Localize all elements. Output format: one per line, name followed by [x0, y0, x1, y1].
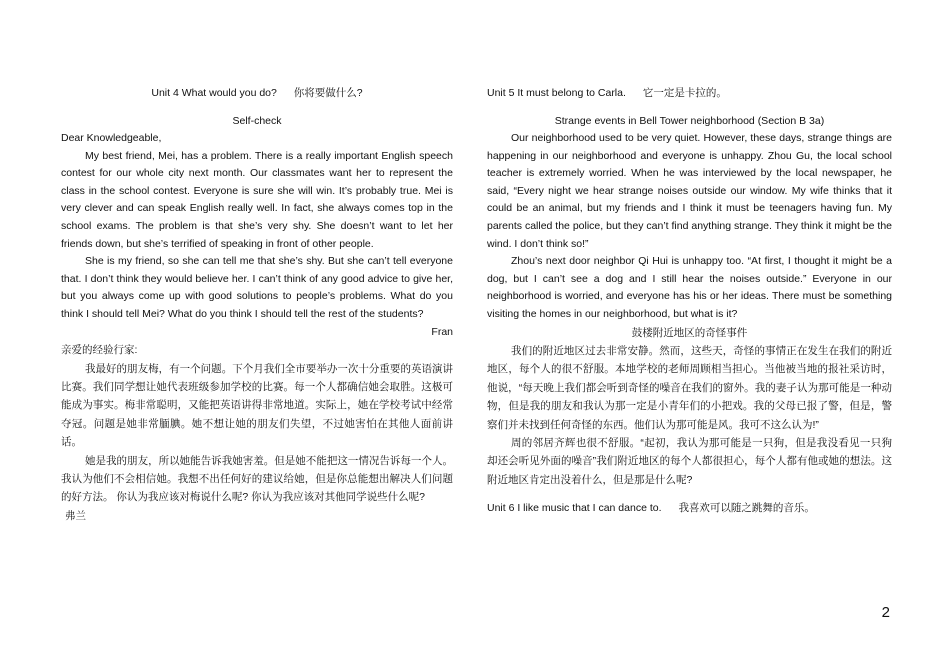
chinese-translation	[61, 341, 453, 525]
letter-paragraph-1: My best friend, Mei, has a problem. There is a really important English speech contest for our whole city next month. Our classmates want her to represent the class in the school contest. Everyone is sure she will win. It’s probably true. Mei is very clever and can speak English really well. In fact, she always comes top in the school exams. The problem is that she’s very shy. She doesn’t want to let her friends down, but she’s terrified of speaking in front of other people.	[61, 149, 453, 250]
cn-story-paragraph-2: 周的邻居齐辉也很不舒服。“起初，我认为那可能是一只狗，但是我没看见一只狗却还会听见外面的噪音”我们附近地区的每个人都很担心，每个人都有他或她的想法。这附近地区肯定出没着什么，但是那是什么呢?	[487, 436, 892, 486]
cn-greeting: 亲爱的经验行家:	[61, 344, 138, 357]
strange-events-heading: Strange events in Bell Tower neighborhood (Section B 3a)	[554, 115, 825, 127]
letter-greeting: Dear Knowledgeable,	[61, 132, 162, 144]
cn-story-title: 鼓楼附近地区的奇怪事件	[631, 326, 748, 339]
page-number: 2	[881, 604, 890, 621]
unit6-heading	[487, 499, 892, 517]
unit4-heading	[61, 84, 453, 102]
right-column	[487, 84, 892, 517]
unit4-title: Unit 4 What would you do?	[151, 87, 277, 99]
self-check-heading: Self-check	[232, 115, 282, 127]
unit5-heading	[487, 84, 892, 102]
unit6-title: Unit 6 I like music that I can dance to.	[487, 502, 662, 515]
cn-signature: 弗兰	[65, 509, 86, 522]
unit5-title: Unit 5 It must belong to Carla.	[487, 87, 626, 99]
cn-story-paragraph-1: 我们的附近地区过去非常安静。然而，这些天，奇怪的事情正在发生在我们的附近地区，每个人的很不舒服。本地学校的老师周顾相当担心。当他被当地的报社采访时，他说，“每天晚上我们都会听到奇怪的噪音在我们的窗外。我的妻子认为那可能是一种动物，但是我的朋友和我认为那一定是小青年们的小把戏。我的父母已报了警，但是，警察们并未找到任何奇怪的东西。他们认为那可能是风。我可不这么认为!”	[487, 344, 892, 431]
unit4-title-cn: 你将要做什么?	[293, 87, 363, 99]
letter-paragraph-2: She is my friend, so she can tell me that she’s shy. But she can’t tell everyone that. I don’t think they would believe her. I can’t think of any good advice to give her, but you always come up with good solutions to people’s problems. What do you think I should tell Mei? What do you think I should tell the rest of the students?	[61, 255, 453, 320]
story-paragraph-2: Zhou’s next door neighbor Qi Hui is unhappy too. “At first, I thought it might be a dog, but I can’t see a dog and I still hear the noises outside.” Everyone in our neighborhood is worried, and everyone has his or her ideas. There must be something visiting the homes in our neighborhood, but what is it?	[487, 255, 892, 320]
cn-paragraph-1: 我最好的朋友梅，有一个问题。下个月我们全市要举办一次十分重要的英语演讲比赛。我们同学想让她代表班级参加学校的比赛。每一个人都确信她会取胜。这极可能成为事实。梅非常聪明，又能把英语讲得非常地道。实际上，她在学校考试中经常夺冠。问题是她非常腼腆。她不想让她的朋友们失望，不过她害怕在其他人面前讲话。	[61, 362, 453, 449]
cn-paragraph-2: 她是我的朋友，所以她能告诉我她害羞。但是她不能把这一情况告诉每一个人。我认为他们不会相信她。我想不出任何好的建议给她，但是你总能想出解决人们问题的好方法。 你认为我应该对梅说什么呢? 你认为我应该对其他同学说些什么呢?	[61, 454, 453, 504]
unit6-title-cn: 我喜欢可以随之跳舞的音乐。	[678, 502, 815, 515]
chinese-story	[487, 324, 892, 490]
left-column	[61, 84, 453, 525]
letter-signature: Fran	[431, 325, 453, 338]
story-paragraph-1: Our neighborhood used to be very quiet. However, these days, strange things are happening in our neighborhood and everyone is unhappy. Zhou Gu, the local school teacher is extremely worried. When he was interviewed by the local newspaper, he said, “Every night we hear strange noises outside our window. My wife thinks that it could be an animal, but my friends and I think it must be teenagers having fun. My parents called the police, but they can’t find anything strange. They think it might be the wind. I don’t think so!”	[487, 132, 892, 250]
unit5-title-cn: 它一定是卡拉的。	[642, 87, 727, 99]
